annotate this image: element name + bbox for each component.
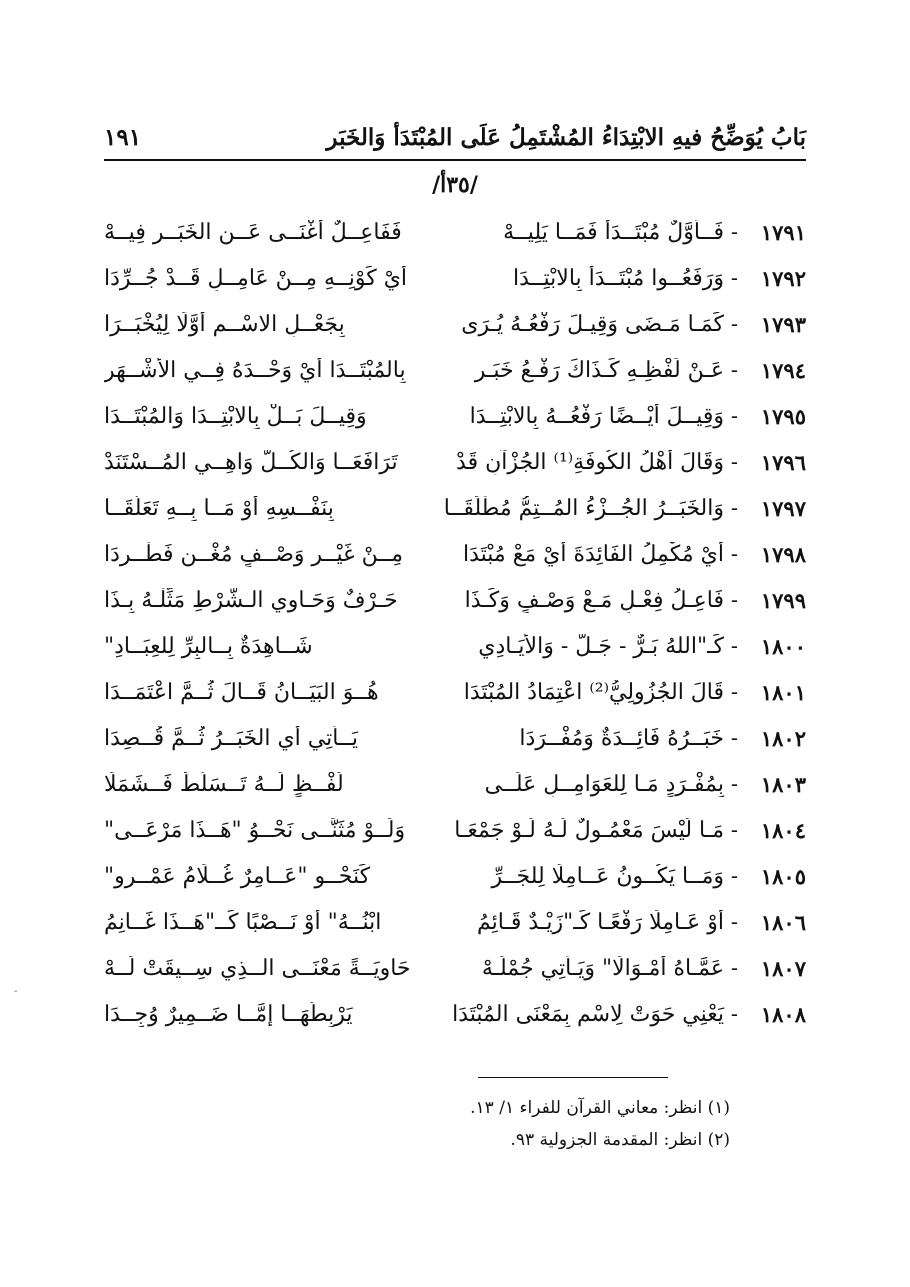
verse-number-dash: -: [730, 910, 738, 934]
verse-number: ١٨٠٨: [760, 1001, 806, 1027]
verse-number: ١٨٠١: [760, 679, 806, 705]
verse-number-dash: -: [730, 496, 738, 520]
verse-first-hemistich: وَمَــا يَكُــونُ عَــامِلًا لِلجَــرِّ: [491, 863, 724, 889]
verse-second-hemistich: كَنَحْــوِ "عَــامِرٌ غُــلَامُ عَمْــرِو": [104, 863, 371, 889]
verse-number: ١٧٩٧: [760, 495, 806, 521]
verse-number: ١٨٠٢: [760, 725, 806, 751]
verse-second-hemistich: تَرَافَعَــا وَالكُــلُّ وَاهِــي المُــسْتَنَدْ: [104, 449, 398, 475]
verse-line: [104, 439, 806, 485]
verse-line: [104, 991, 806, 1037]
verse-second-hemistich: بِالمُبْتَــدَا أَيْ وَحْــدَهُ فِــي الأَشْــهَرِ: [104, 357, 406, 383]
verse-number: ١٧٩٦: [760, 449, 806, 475]
verse-first-hemistich: كَمَـا مَـضَى وَقِيـلَ رَفْعُـهُ يُـرَى: [461, 311, 724, 337]
verse-first-hemistich: عَـنْ لَفْظِـهِ كَـذَاكَ رَفْـعُ خَبَـرِ: [474, 357, 724, 383]
verse-line: [104, 623, 806, 669]
verse-first-hemistich: وَالخَبَــرُ الجُــزْءُ المُــتِمُّ مُطْلَقَــا: [443, 495, 724, 521]
verse-first-hemistich: فَــأَوَّلٌ مُبْتَــدَأٌ فَمَــا يَلِيــهْ: [503, 219, 724, 245]
verse-first-hemistich: يَعْنِي حَوَتْ لِاسْمٍ بِمَعْنَى المُبْتَدَا: [452, 1001, 724, 1027]
verse-second-hemistich: حَاوِيَــةً مَعْنَــى الــذِي سِــيقَتْ لَــهْ: [104, 955, 411, 981]
footnote-divider: [478, 1077, 668, 1078]
verse-number: ١٨٠٥: [760, 863, 806, 889]
verse-second-hemistich: هُــوَ البَيَــانُ قَــالَ ثُــمَّ اعْتَمَــدَا: [104, 679, 379, 705]
verse-number: ١٨٠٦: [760, 909, 806, 935]
verse-number: ١٧٩٢: [760, 265, 806, 291]
verse-line: [104, 577, 806, 623]
verse-number-dash: -: [730, 818, 738, 842]
verse-list: [104, 209, 806, 1037]
footnote: (١) انظر: معاني القرآن للفراء ١/ ١٣.: [470, 1098, 730, 1118]
verse-number-dash: -: [730, 680, 738, 704]
verse-number-dash: -: [730, 220, 738, 244]
verse-number-dash: -: [730, 450, 738, 474]
verse-second-hemistich: ابْنُــهُ" أَوْ نَــصْبًا كَــ"هَــذَا غَــانِمُ: [104, 909, 382, 935]
verse-number-dash: -: [730, 1002, 738, 1026]
verse-first-hemistich: قَالَ الجُزُولِيُّ⁽²⁾ اعْتِمَادُ المُبْتَدَا: [463, 679, 724, 705]
verse-number: ١٧٩٩: [760, 587, 806, 613]
verse-line: [104, 531, 806, 577]
verse-second-hemistich: لَفْــظٍ لَــهُ تَــسَلُّطٌ فَــشَمَلَا: [104, 771, 344, 797]
verse-number-dash: -: [730, 266, 738, 290]
verse-second-hemistich: فَفَاعِــلٌ أَغْنَــى عَــنِ الخَبَــرِ فِيــهْ: [104, 219, 402, 245]
verse-number-dash: -: [730, 358, 738, 382]
verse-second-hemistich: شَــاهِدَةٌ بِــالبِرِّ لِلعِبَــادِ": [104, 633, 313, 659]
footnote: (٢) انظر: المقدمة الجزولية ٩٣.: [510, 1130, 730, 1150]
verse-first-hemistich: بِمُفْـرَدٍ مَـا لِلعَوَامِــلِ عَلَــى: [484, 771, 724, 797]
verse-line: [104, 807, 806, 853]
verse-number: ١٧٩٨: [760, 541, 806, 567]
verse-number-dash: -: [730, 588, 738, 612]
verse-line: [104, 669, 806, 715]
verse-line: [104, 899, 806, 945]
page-header: [104, 124, 806, 164]
verse-number-dash: -: [730, 726, 738, 750]
verse-number-dash: -: [730, 634, 738, 658]
verse-line: [104, 209, 806, 255]
verse-line: [104, 347, 806, 393]
verse-first-hemistich: وَقَالَ أَهْلُ الكُوفَةِ⁽¹⁾ الجُزْآنِ قَدْ: [456, 449, 724, 475]
verse-line: [104, 393, 806, 439]
verse-number: ١٧٩١: [760, 219, 806, 245]
verse-second-hemistich: بِنَفْــسِهِ أَوْ مَــا بِــهِ تَعَلَّقَــا: [104, 495, 334, 521]
page-number: ١٩١: [104, 124, 142, 151]
verse-line: [104, 301, 806, 347]
verse-second-hemistich: وَقِيــلَ بَــلْ بِالابْتِــدَا وَالمُبْتَــدَا: [104, 403, 367, 429]
verse-number: ١٨٠٣: [760, 771, 806, 797]
verse-number: ١٨٠٧: [760, 955, 806, 981]
verse-number-dash: -: [730, 312, 738, 336]
verse-number-dash: -: [730, 772, 738, 796]
verse-line: [104, 715, 806, 761]
verse-first-hemistich: أَيْ مُكْمِلُ الفَائِدَةَ أَيْ مَعْ مُبْتَدَا: [462, 541, 724, 567]
verse-number-dash: -: [730, 542, 738, 566]
verse-first-hemistich: خَبَــرُهُ فَائِــدَةٌ وَمُفْــرَدَا: [519, 725, 724, 751]
verse-second-hemistich: مِــنْ غَيْــرِ وَصْــفٍ مُغْــنٍ فَطْــرِدَا: [104, 541, 404, 567]
verse-number: ١٨٠٠: [760, 633, 806, 659]
verse-number: ١٧٩٤: [760, 357, 806, 383]
footnotes: [230, 1092, 730, 1156]
verse-number-dash: -: [730, 404, 738, 428]
verse-line: [104, 761, 806, 807]
verse-second-hemistich: حَـرْفٌ وَحَـاوِي الـشَّرْطِ مَثِّلْـهُ بِـذَا: [104, 587, 398, 613]
verse-line: [104, 485, 806, 531]
verse-first-hemistich: وَرَفَعُــوا مُبْتَــدَأً بِالابْتِــدَا: [512, 265, 724, 291]
verse-number-dash: -: [730, 864, 738, 888]
verse-number: ١٧٩٥: [760, 403, 806, 429]
header-divider: [104, 159, 806, 161]
verse-first-hemistich: فَاعِـلُ فِعْـلٍ مَـعْ وَصْـفٍ وَكَـذَا: [464, 587, 724, 613]
verse-first-hemistich: عَمَّـاهُ أَمْـوَالًا" وَيَـأْتِي جُمْلَـهْ: [481, 955, 724, 981]
verse-second-hemistich: يَرْبِطُهَــا إِمَّــا ضَــمِيرٌ وُجِــدَا: [104, 1001, 353, 1027]
margin-mark: -: [14, 986, 18, 997]
verse-first-hemistich: مَـا لَيْسَ مَعْمُـولٌ لَـهُ لَـوْ جَمْعَـا: [454, 817, 724, 843]
verse-number-dash: -: [730, 956, 738, 980]
chapter-title: بَابُ يُوَضِّحُ فيهِ الابْتِدَاءُ المُشْتَمِلُ عَلَى المُبْتَدَأ وَالخَبَر: [326, 124, 806, 151]
verse-second-hemistich: أَيْ كَوْنِــهِ مِــنْ عَامِــلٍ قَــدْ جُــرِّدَا: [104, 265, 408, 291]
folio-marker: /٣٥أ/: [432, 172, 478, 198]
verse-second-hemistich: وَلَــوْ مُثَنَّــى نَحْــوُ "هَــذَا مَرْعَــى": [104, 817, 406, 843]
verse-first-hemistich: أَوْ عَـامِلًا رَفْعًـا كَـ"زَيْـدٌ قَـائِمُ: [476, 909, 724, 935]
verse-first-hemistich: وَقِيــلَ أَيْــضًا رَفْعُــهُ بِالابْتِــدَا: [469, 403, 724, 429]
verse-number: ١٧٩٣: [760, 311, 806, 337]
verse-second-hemistich: بِجَعْــلِ الاسْــمِ أَوَّلًا لِيُخْبَــرَا: [104, 311, 345, 337]
verse-line: [104, 945, 806, 991]
verse-first-hemistich: كَـ"اللهُ بَـرٌّ - جَـلَّ - وَالأَيَـادِي: [478, 633, 724, 659]
verse-number: ١٨٠٤: [760, 817, 806, 843]
verse-second-hemistich: يَــأْتِي أَيِ الخَبَــرُ ثُــمَّ قُــصِدَا: [104, 725, 358, 751]
verse-line: [104, 853, 806, 899]
verse-line: [104, 255, 806, 301]
